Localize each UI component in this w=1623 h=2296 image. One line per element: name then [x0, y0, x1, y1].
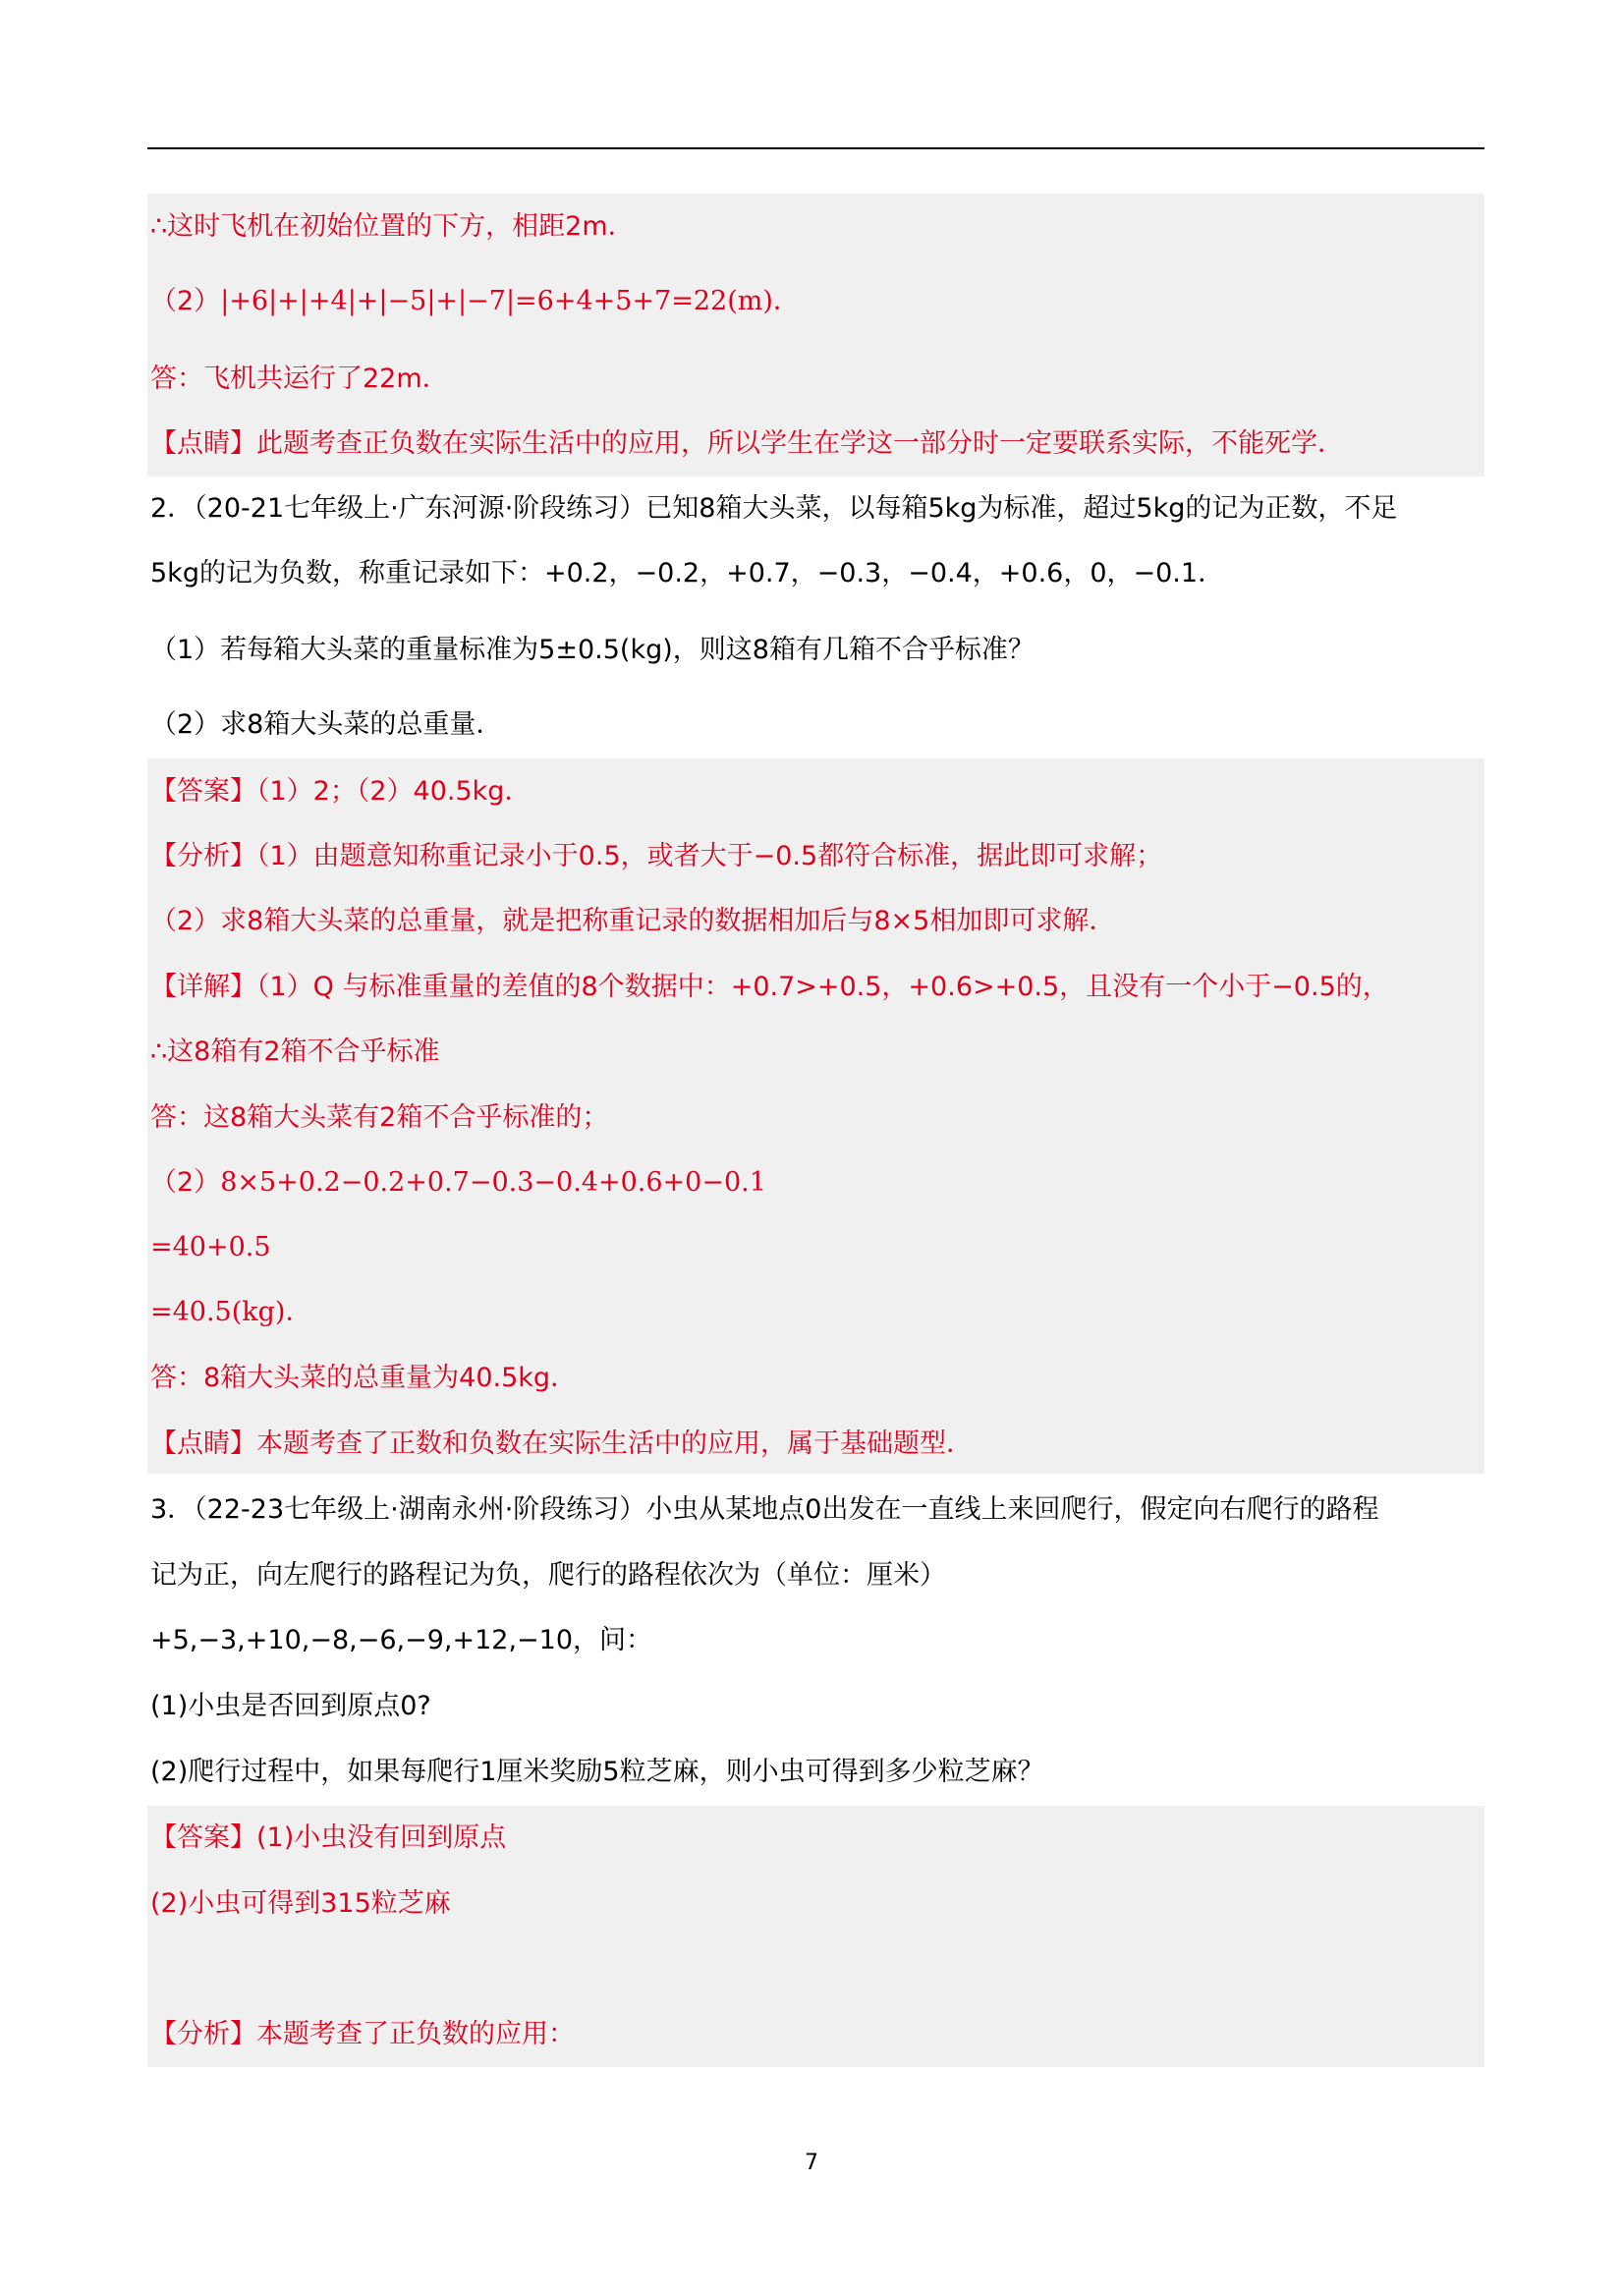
answer-line: 答：飞机共运行了22m． — [150, 364, 449, 394]
detail-2-line-2: ∴这8箱有2箱不合乎标准 — [150, 1036, 440, 1067]
comment-2: 【点睛】本题考查了正数和负数在实际生活中的应用，属于基础题型． — [150, 1428, 973, 1459]
question-3-line-3: +5,−3,+10,−8,−6,−9,+12,−10，问： — [150, 1625, 653, 1655]
question-2-line-2: 5kg的记为负数，称重记录如下：+0.2，−0.2，+0.7，−0.3，−0.4，+0.6，0，−0.1． — [150, 558, 1225, 588]
question-3-part-2: (2)爬行过程中，如果每爬行1厘米奖励5粒芝麻，则小虫可得到多少粒芝麻？ — [150, 1757, 1044, 1787]
page-number: 7 — [805, 2151, 818, 2175]
answer-2-final: 答：8箱大头菜的总重量为40.5kg． — [150, 1363, 578, 1393]
solution-part-2: （2）|+6|+|+4|+|−5|+|−7|=6+4+5+7=22(m)． — [150, 286, 800, 316]
analysis-2-line-1: 【分析】（1）由题意知称重记录小于0.5，或者大于−0.5都符合标准，据此即可求解； — [150, 841, 1163, 871]
detail-2-line-4: （2）8×5+0.2−0.2+0.7−0.3−0.4+0.6+0−0.1 — [150, 1167, 766, 1198]
analysis-3: 【分析】本题考查了正负数的应用： — [150, 2019, 575, 2049]
analysis-2-line-2: （2）求8箱大头菜的总重量，就是把称重记录的数据相加后与8×5相加即可求解． — [150, 906, 1116, 936]
answer-3-part-2: (2)小虫可得到315粒芝麻 — [150, 1888, 451, 1919]
answer-2: 【答案】（1）2；（2）40.5kg． — [150, 776, 532, 807]
answer-3-part-1: 【答案】(1)小虫没有回到原点 — [150, 1822, 507, 1853]
abs-sum-formula: |+6|+|+4|+|−5|+|−7|=6+4+5+7=22(m) — [220, 286, 773, 316]
question-3-part-1: (1)小虫是否回到原点0? — [150, 1691, 431, 1721]
header-rule — [147, 147, 1484, 149]
detail-2-line-5: =40+0.5 — [150, 1232, 271, 1262]
question-2-line-1: 2．（20-21七年级上·广东河源·阶段练习）已知8箱大头菜，以每箱5kg为标准，超过5kg的记为正数，不足 — [150, 493, 1398, 524]
question-3-line-1: 3．（22-23七年级上·湖南永州·阶段练习）小虫从某地点0出发在一直线上来回爬行，假定向右爬行的路程 — [150, 1494, 1379, 1525]
question-2-part-1: （1）若每箱大头菜的重量标准为5±0.5(kg)，则这8箱有几箱不合乎标准？ — [150, 635, 1035, 665]
detail-2-line-3: 答：这8箱大头菜有2箱不合乎标准的； — [150, 1102, 609, 1133]
detail-2-line-1: 【详解】（1）Q 与标准重量的差值的8个数据中：+0.7>+0.5，+0.6>+0.5，且没有一个小于−0.5的， — [150, 972, 1389, 1002]
question-3-line-2: 记为正，向左爬行的路程记为负，爬行的路程依次为（单位：厘米） — [150, 1560, 946, 1591]
detail-2-line-6: =40.5(kg)． — [150, 1297, 312, 1327]
question-2-part-2: （2）求8箱大头菜的总重量． — [150, 709, 503, 740]
sum-formula: 8×5+0.2−0.2+0.7−0.3−0.4+0.6+0−0.1 — [220, 1167, 766, 1198]
comment-line: 【点睛】此题考查正负数在实际生活中的应用，所以学生在学这一部分时一定要联系实际，不能死学． — [150, 428, 1344, 459]
conclusion-line: ∴这时飞机在初始位置的下方，相距2m． — [150, 211, 635, 242]
